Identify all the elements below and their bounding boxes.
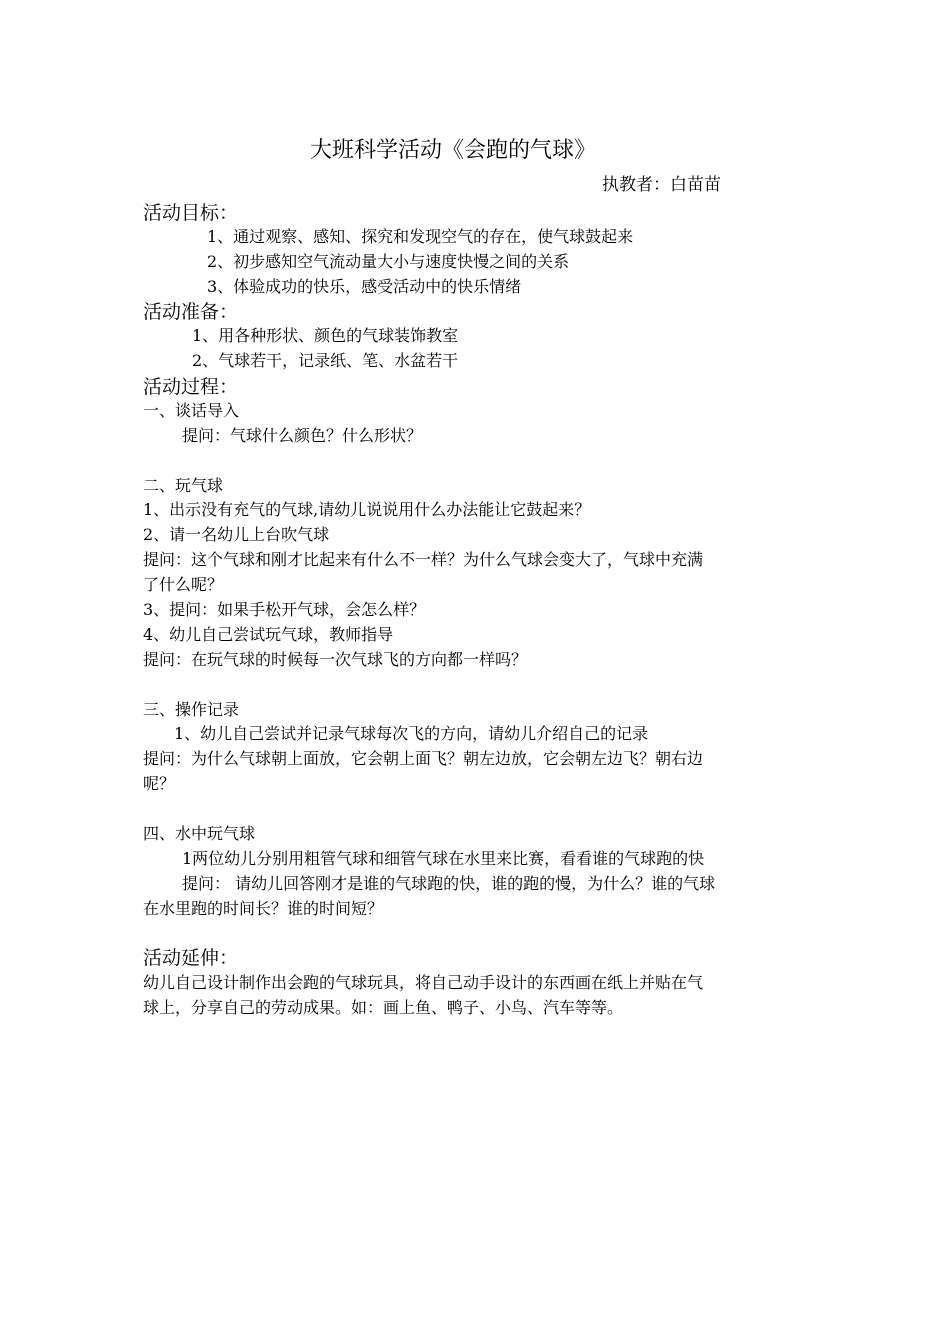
- section-line: 2、请一名幼儿上台吹气球: [143, 525, 330, 544]
- goals-heading: 活动目标：: [143, 202, 239, 224]
- section-line: 提问：在玩气球的时候每一次气球飞的方向都一样吗？: [143, 650, 528, 669]
- section-line: 1两位幼儿分别用粗管气球和细管气球在水里来比赛，看看谁的气球跑的快: [182, 849, 705, 868]
- goal-item: 3、体验成功的快乐，感受活动中的快乐情绪: [207, 277, 522, 296]
- section-line: 提问：气球什么颜色？什么形状？: [182, 426, 423, 445]
- section-line: 提问： 请幼儿回答刚才是谁的气球跑的快，谁的跑的慢，为什么？谁的气球: [182, 874, 716, 893]
- section-line: 1、幼儿自己尝试并记录气球每次飞的方向，请幼儿介绍自己的记录: [174, 724, 649, 743]
- extension-heading: 活动延伸：: [143, 947, 239, 969]
- section-line: 提问：为什么气球朝上面放，它会朝上面飞？朝左边放，它会朝左边飞？朝右边: [143, 749, 704, 768]
- section-line: 呢？: [143, 774, 176, 793]
- section-line: 4、幼儿自己尝试玩气球，教师指导: [143, 625, 394, 644]
- section-title: 四、水中玩气球: [143, 824, 256, 843]
- goal-item: 2、初步感知空气流动量大小与速度快慢之间的关系: [207, 252, 570, 271]
- section-line: 了什么呢？: [143, 575, 224, 594]
- extension-line: 幼儿自己设计制作出会跑的气球玩具，将自己动手设计的东西画在纸上并贴在气: [143, 973, 704, 992]
- section-line: 3、提问：如果手松开气球，会怎么样？: [143, 600, 426, 619]
- extension-line: 球上，分享自己的劳动成果。如：画上鱼、鸭子、小鸟、汽车等等。: [143, 998, 624, 1017]
- goal-item: 1、通过观察、感知、探究和发现空气的存在，使气球鼓起来: [207, 227, 634, 246]
- section-line: 在水里跑的时间长？谁的时间短？: [143, 899, 384, 918]
- preparation-item: 1、用各种形状、颜色的气球装饰教室: [192, 326, 459, 345]
- section-title: 一、谈话导入: [143, 401, 240, 420]
- document-title: 大班科学活动《会跑的气球》: [310, 138, 597, 163]
- preparation-item: 2、气球若干，记录纸、笔、水盆若干: [192, 351, 459, 370]
- process-heading: 活动过程：: [143, 376, 239, 398]
- section-line: 1、出示没有充气的气球,请幼儿说说用什么办法能让它鼓起来？: [143, 500, 591, 519]
- section-line: 提问：这个气球和刚才比起来有什么不一样？为什么气球会变大了，气球中充满: [143, 550, 704, 569]
- author-line: 执教者：白苗苗: [602, 175, 721, 195]
- section-title: 三、操作记录: [143, 700, 240, 719]
- section-title: 二、玩气球: [143, 476, 224, 495]
- preparation-heading: 活动准备：: [143, 301, 239, 323]
